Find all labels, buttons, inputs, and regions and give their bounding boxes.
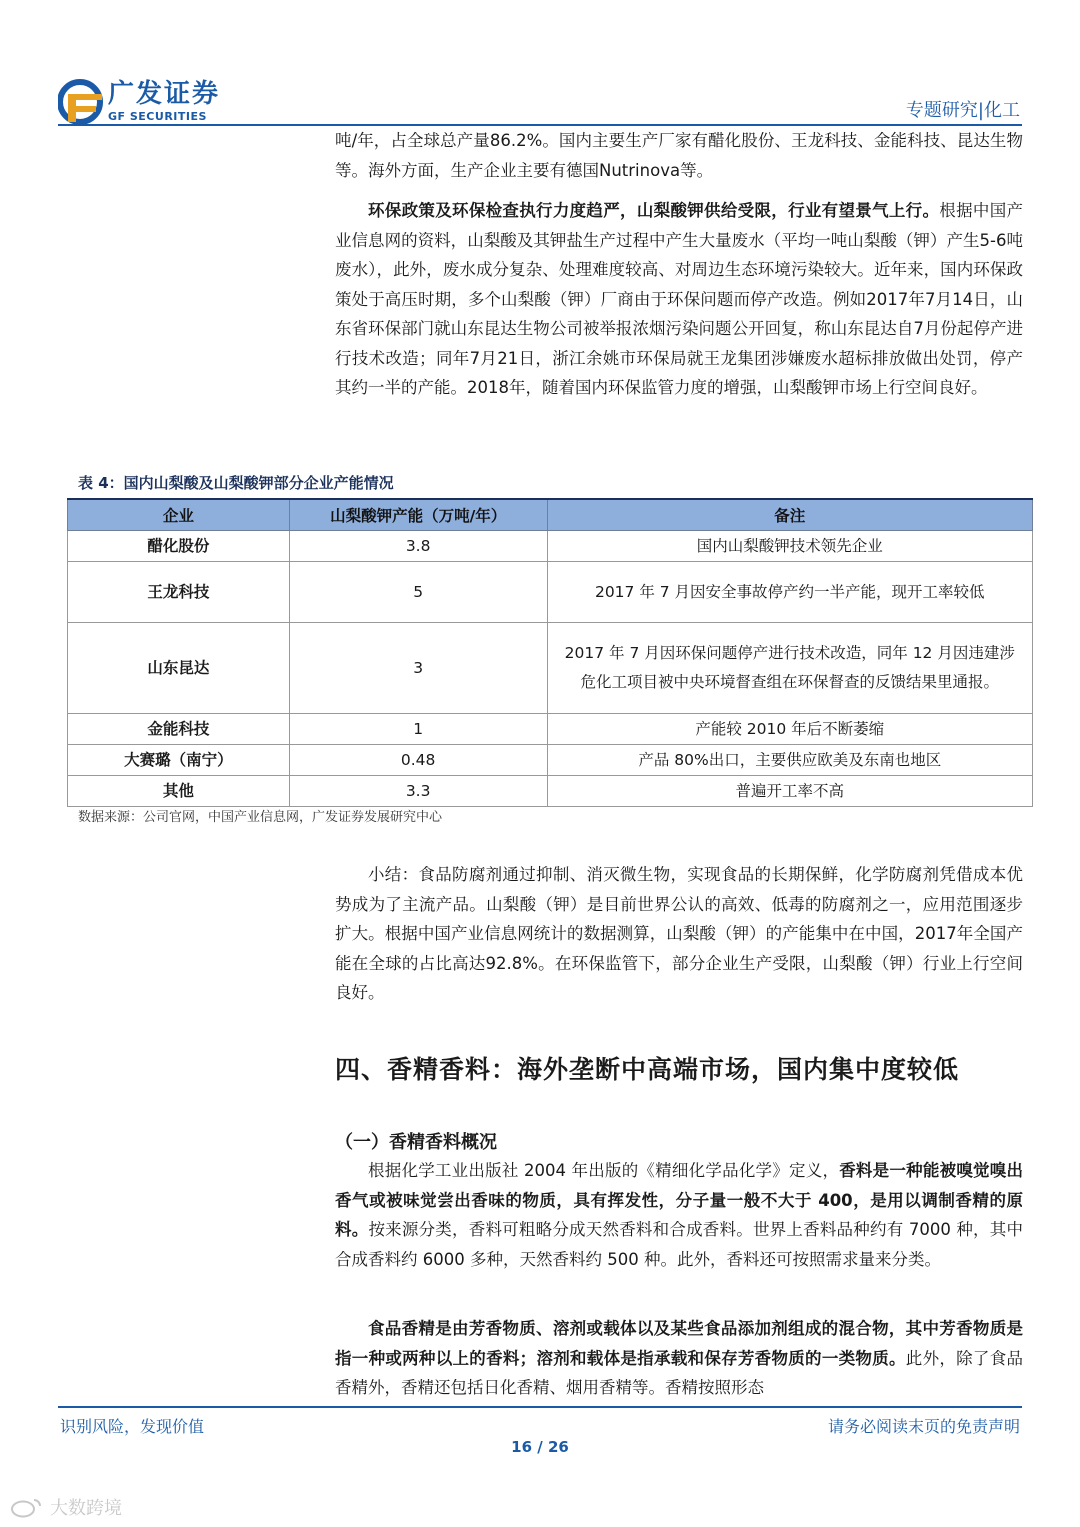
- watermark-text: 大数跨境: [50, 1498, 122, 1519]
- subsection-title: （一）香精香料概况: [335, 1132, 497, 1153]
- capacity-cell: 1: [289, 714, 547, 745]
- company-cell: 王龙科技: [68, 562, 290, 623]
- table-row: [68, 776, 1033, 807]
- weibo-icon: [10, 1496, 44, 1518]
- paragraph-spice-definition-bold: 香料是一种能被嗅觉嗅出香气或被味觉尝出香味的物质，具有挥发性，分子量一般不大于 400，是用以调制香精的原料。: [335, 1161, 1024, 1239]
- paragraph-spice-intro: 根据化学工业出版社 2004 年出版的《精细化学品化学》定义，: [368, 1161, 840, 1180]
- paragraph-food-flavor-rest: 此外，除了食品香精外，香精还包括日化香精、烟用香精等。香精按照形态: [335, 1348, 1024, 1397]
- note-cell: 普遍开工率不高: [547, 776, 1032, 807]
- capacity-cell: 3.3: [289, 776, 547, 807]
- company-cell: 其他: [68, 776, 290, 807]
- brand-name-en: GF SECURITIES: [108, 110, 207, 123]
- table-row: [68, 745, 1033, 776]
- capacity-cell: 0.48: [289, 745, 547, 776]
- col-header-note: 备注: [547, 499, 1032, 531]
- paragraph-environment: [335, 196, 1023, 403]
- paragraph-spice-definition: [335, 1156, 1023, 1274]
- footer-divider: [58, 1406, 1022, 1408]
- table-row: [68, 562, 1033, 623]
- company-cell: 山东昆达: [68, 623, 290, 714]
- col-header-company: 企业: [68, 499, 290, 531]
- capacity-cell: 3: [289, 623, 547, 714]
- paragraph-production-text: 吨/年，占全球总产量86.2%。国内主要生产厂家有醋化股份、王龙科技、金能科技、昆达生物等。海外方面，生产企业主要有德国Nutrinova等。: [335, 131, 1023, 180]
- paragraph-food-flavor-bold: 食品香精是由芳香物质、溶剂或载体以及某些食品添加剂组成的混合物，其中芳香物质是指一种或两种以上的香料；溶剂和载体是指承载和保存芳香物质的一类物质。: [335, 1319, 1023, 1368]
- note-cell: 产能较 2010 年后不断萎缩: [547, 714, 1032, 745]
- table-row: [68, 531, 1033, 562]
- paragraph-environment-lead: 环保政策及环保检查执行力度趋严，山梨酸钾供给受限，行业有望景气上行。: [368, 201, 940, 220]
- disclaimer-link[interactable]: 请务必阅读末页的免责声明: [827, 1417, 1020, 1436]
- company-cell: 金能科技: [68, 714, 290, 745]
- capacity-cell: 5: [289, 562, 547, 623]
- footer-slogan: 识别风险，发现价值: [60, 1417, 205, 1436]
- note-cell: 2017 年 7 月因环保问题停产进行技术改造，同年 12 月因违建涉危化工项目被中央环境督查组在环保督查的反馈结果里通报。: [547, 623, 1032, 714]
- page-number: 16 / 26: [511, 1438, 569, 1456]
- col-header-capacity: 山梨酸钾产能（万吨/年）: [289, 499, 547, 531]
- table-row: [68, 714, 1033, 745]
- table-header-row: [68, 499, 1033, 531]
- note-cell: 产品 80%出口，主要供应欧美及东南也地区: [547, 745, 1032, 776]
- paragraph-summary: [335, 860, 1023, 1008]
- company-cell: 醋化股份: [68, 531, 290, 562]
- capacity-cell: 3.8: [289, 531, 547, 562]
- note-cell: 国内山梨酸钾技术领先企业: [547, 531, 1032, 562]
- watermark: [10, 1494, 122, 1520]
- paragraph-production: [335, 126, 1023, 185]
- paragraph-environment-text: 根据中国产业信息网的资料，山梨酸及其钾盐生产过程中产生大量废水（平均一吨山梨酸（钾）产生5-6吨废水），此外，废水成分复杂、处理难度较高、对周边生态环境污染较大。近年来，国内环保政策处于高压时期，多个山梨酸（钾）厂商由于环保问题而停产改造。例如2017年7月14日，山东省环保部门就山东昆达生物公司被举报浓烟污染问题公开回复，称山东昆达自7月份起停产进行技术改造；同年7月21日，浙江余姚市环保局就王龙集团涉嫌废水超标排放做出处罚，停产其约一半的产能。2018年，随着国内环保监管力度的增强，山梨酸钾市场上行空间良好。: [335, 201, 1024, 397]
- company-cell: 大赛璐（南宁）: [68, 745, 290, 776]
- paragraph-food-flavor: [335, 1314, 1023, 1403]
- note-cell: 2017 年 7 月因安全事故停产约一半产能，现开工率较低: [547, 562, 1032, 623]
- paragraph-spice-rest: 按来源分类，香料可粗略分成天然香料和合成香料。世界上香料品种约有 7000 种，其中合成香料约 6000 多种，天然香料约 500 种。此外，香料还可按照需求量来分类。: [335, 1220, 1023, 1269]
- table-source: 数据来源：公司官网，中国产业信息网，广发证券发展研究中心: [78, 810, 443, 825]
- capacity-table: [67, 498, 1033, 807]
- paragraph-summary-text: 小结：食品防腐剂通过抑制、消灭微生物，实现食品的长期保鲜，化学防腐剂凭借成本优势成为了主流产品。山梨酸（钾）是目前世界公认的高效、低毒的防腐剂之一，应用范围逐步扩大。根据中国产业信息网统计的数据测算，山梨酸（钾）的产能集中在中国，2017年全国产能在全球的占比高达92.8%。在环保监管下，部分企业生产受限，山梨酸（钾）行业上行空间良好。: [335, 865, 1023, 1002]
- report-category: 专题研究|化工: [905, 100, 1020, 121]
- table-title: 表 4：国内山梨酸及山梨酸钾部分企业产能情况: [78, 474, 394, 492]
- section-title: 四、香精香料：海外垄断中高端市场，国内集中度较低: [335, 1055, 960, 1084]
- table-row: [68, 623, 1033, 714]
- brand-name-cn: 广发证券: [108, 79, 221, 109]
- brand-text: [108, 80, 220, 124]
